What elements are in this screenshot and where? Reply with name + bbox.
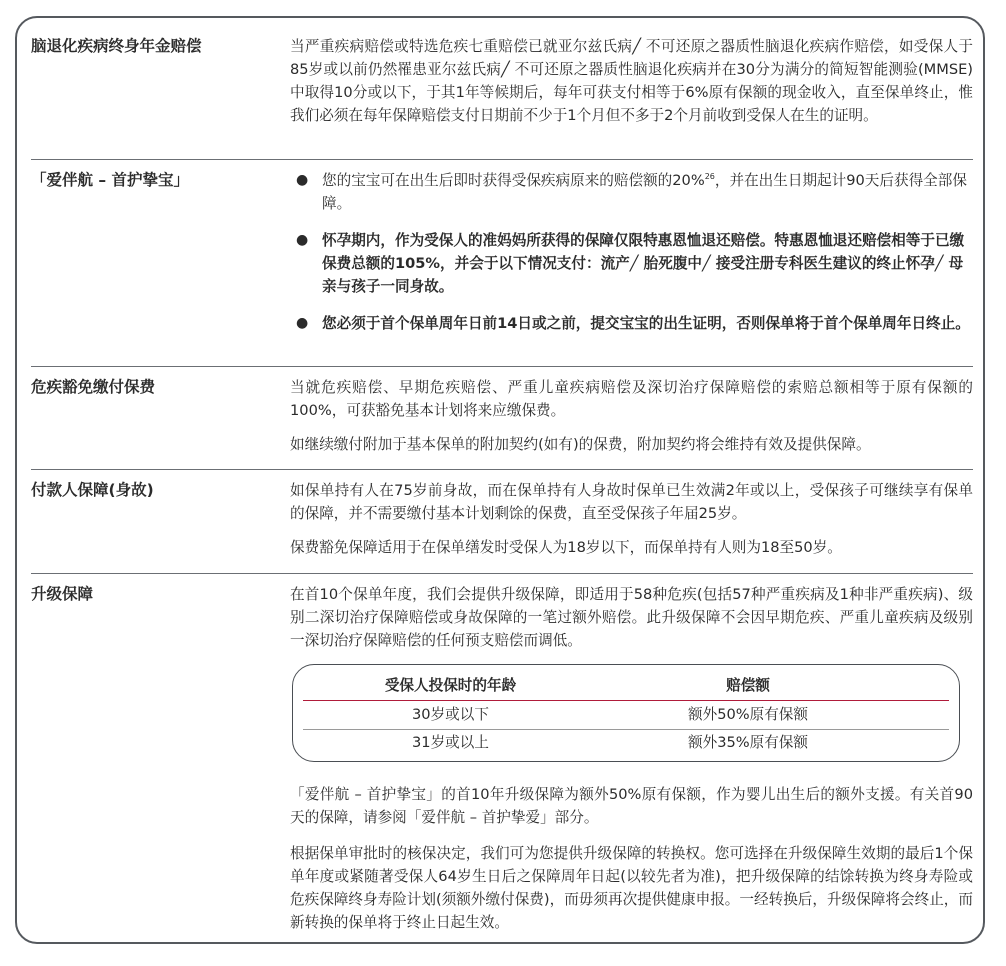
table-cell: 31岁或以上 (412, 734, 489, 751)
section-content (290, 35, 973, 127)
bullet-item: ● 您的宝宝可在出生后即时获得受保疾病原来的赔偿额的20%$^{26}$，并在出生日期起计90天后获得全部保障。 (290, 169, 973, 215)
section-content (290, 376, 973, 456)
table-header-age: 受保人投保时的年龄 (384, 677, 517, 694)
table-cell: 额外50%原有保额 (688, 706, 808, 723)
section-label: 升级保障 (31, 585, 94, 603)
paragraph: 「爱伴航 – 首护挚宝」的首10年升级保障为额外50%原有保额，作为婴儿出生后的额外支援。有关首90天的保障，请参阅「爱伴航 – 首护挚爱」部分。 (290, 786, 973, 826)
paragraph: 根据保单审批时的核保决定，我们可为您提供升级保障的转换权。您可选择在升级保障生效期的最后1个保单年度或紧随著受保人64岁生日后之保障周年日起(以较先者为准)，把升级保障的结馀转换为终身寿险或危疾保障终身寿险计划(须额外缴付保费)，而毋须再次提供健康申报。一经转换后，升级保障将会终止，而新转换的保单将于终止日起生效。 (290, 845, 973, 931)
table-cell: 额外35%原有保额 (688, 734, 808, 751)
bullet-dot: ● (296, 172, 309, 188)
section-content (290, 169, 973, 335)
section-dementia-annuity (31, 33, 973, 153)
paragraph: 当就危疾赔偿、早期危疾赔偿、严重儿童疾病赔偿及深切治疗保障赔偿的索赔总额相等于原有保额的100%，可获豁免基本计划将来应缴保费。 (290, 379, 973, 419)
paragraph: 保费豁免保障适用于在保单缮发时受保人为18岁以下，而保单持有人则为18至50岁。 (290, 539, 842, 556)
table-row-divider (303, 729, 949, 730)
paragraph: 在首10个保单年度，我们会提供升级保障，即适用于58种危疾(包括57种严重疾病及1种非严重疾病)、级别二深切治疗保障赔偿或身故保障的一笔过额外赔偿。此升级保障不会因早期危疾、严重儿童疾病及级别一深切治疗保障赔偿的任何预支赔偿而调低。 (290, 586, 973, 649)
paragraph: 当严重疾病赔偿或特选危疾七重赔偿已就亚尔兹氏病╱ 不可还原之器质性脑退化疾病作赔偿，如受保人于85岁或以前仍然罹患亚尔兹氏病╱ 不可还原之器质性脑退化疾病并在30分为满分的简短智能测验(MMSE)中取得10分或以下，于其1年等候期后，每年可获支付相等于6%原有保额的现金收入，直至保单终止，惟我们必须在每年保障赔偿支付日期前不少于1个月但不多于2个月前收到受保人在生的证明。 (290, 38, 973, 124)
section-label: 脑退化疾病终身年金赔偿 (31, 37, 202, 55)
section-premium-waiver (31, 366, 973, 467)
bullet-item: ● 怀孕期内，作为受保人的准妈妈所获得的保障仅限特惠恩恤退还赔偿。特惠恩恤退还赔偿相等于已缴保费总额的105%，并会于以下情况支付：流产╱ 胎死腹中╱ 接受注册专科医生建议的终止怀孕╱ 母亲与孩子一同身故。 (290, 229, 973, 298)
section-label: 付款人保障(身故) (31, 481, 154, 499)
section-label: 「爱伴航 – 首护挚宝」 (31, 171, 190, 189)
upgrade-table (292, 664, 960, 762)
bullet-dot: ● (296, 232, 309, 248)
table-header-amount: 赔偿额 (726, 677, 770, 694)
table-cell: 30岁或以下 (412, 706, 489, 723)
section-baby-protection (31, 159, 973, 364)
section-upgrade-benefit (31, 573, 973, 939)
footnote-ref: 26 (704, 172, 715, 182)
bullet-dot: ● (296, 315, 309, 331)
section-payor-benefit (31, 469, 973, 570)
paragraph: 如保单持有人在75岁前身故，而在保单持有人身故时保单已生效满2年或以上，受保孩子可继续享有保单的保障，并不需要缴付基本计划剩馀的保费，直至受保孩子年届25岁。 (290, 482, 973, 522)
bullet-list (290, 169, 973, 335)
paragraph: 如继续缴付附加于基本保单的附加契约(如有)的保费，附加契约将会维持有效及提供保障。 (290, 436, 871, 453)
bullet-item: ● 您必须于首个保单周年日前14日或之前，提交宝宝的出生证明，否则保单将于首个保单周年日终止。 (290, 312, 973, 335)
section-content (290, 479, 973, 559)
section-content-continued (290, 783, 973, 934)
section-content (290, 583, 973, 652)
section-label: 危疾豁免缴付保费 (31, 378, 156, 396)
